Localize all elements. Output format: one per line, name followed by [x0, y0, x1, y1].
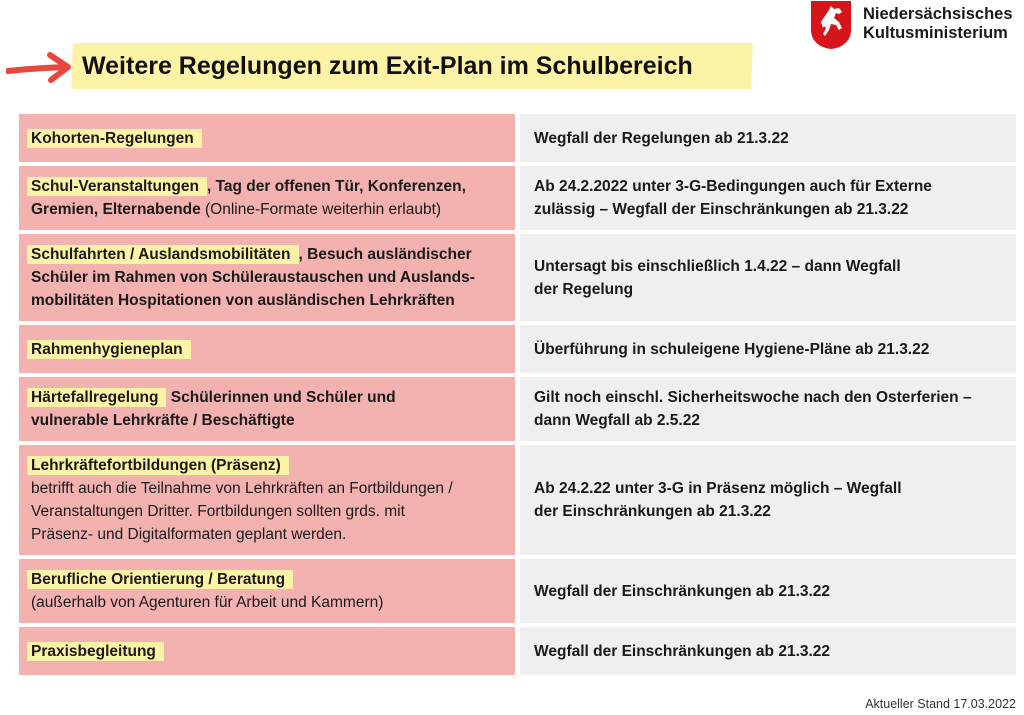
status-text: der Einschränkungen ab 21.3.22: [534, 503, 771, 520]
status-cell: [520, 377, 1016, 441]
regulation-cell: [19, 627, 515, 675]
status-text: dann Wegfall ab 2.5.22: [534, 412, 700, 429]
regulation-title: Lehrkräftefortbildungen (Präsenz): [27, 456, 289, 475]
status-text: Wegfall der Einschränkungen ab 21.3.22: [534, 582, 831, 600]
table-row: [19, 627, 1016, 675]
ministry-logo: [809, 0, 1019, 52]
table-row: [19, 325, 1016, 377]
regulation-title: Schul-Veranstaltungen: [27, 177, 207, 196]
regulation-cell: [19, 234, 515, 321]
regulation-title: Rahmenhygieneplan: [27, 340, 191, 359]
regulation-text: vulnerable Lehrkräfte / Beschäftigte: [31, 412, 295, 429]
regulation-title: Kohorten-Regelungen: [27, 129, 202, 148]
table-row: [19, 445, 1016, 559]
table-row: [19, 166, 1016, 234]
table-row: [19, 559, 1016, 627]
regulation-cell: [19, 377, 515, 441]
status-text: Überführung in schuleigene Hygiene-Pläne ab 21.3.22: [534, 340, 930, 358]
status-cell: [520, 445, 1016, 555]
lower-saxony-horse-logo: [809, 0, 853, 50]
regulation-note: (Online-Formate weiterhin erlaubt): [200, 201, 442, 218]
regulation-cell: [19, 114, 515, 162]
page-title: Weitere Regelungen zum Exit-Plan im Schulbereich: [82, 52, 693, 80]
status-cell: [520, 166, 1016, 230]
regulation-cell: [19, 559, 515, 623]
status-cell: [520, 114, 1016, 162]
table-row: [19, 114, 1016, 166]
regulation-title: Schulfahrten / Auslandsmobilitäten: [27, 245, 299, 264]
title-area: [6, 43, 751, 89]
regulation-note: Veranstaltungen Dritter. Fortbildungen sollten grds. mit: [31, 503, 405, 520]
regulation-note: Präsenz- und Digitalformaten geplant werden.: [31, 526, 347, 543]
regulation-text: Schülerinnen und Schüler und: [166, 389, 396, 406]
ministry-name-line1: Niedersächsisches: [863, 5, 1013, 23]
regulation-text: Gremien, Elternabende: [31, 201, 201, 218]
status-date: Aktueller Stand 17.03.2022: [865, 697, 1016, 711]
status-text: der Regelung: [534, 280, 634, 298]
regulation-text: , Besuch ausländischer: [298, 246, 472, 263]
regulation-note: (außerhalb von Agenturen für Arbeit und Kammern): [31, 594, 384, 611]
regulation-title: Berufliche Orientierung / Beratung: [27, 570, 293, 589]
regulation-cell: [19, 325, 515, 373]
status-text: zulässig – Wegfall der Einschränkungen ab 21.3.22: [534, 201, 909, 218]
regulation-title: Härtefallregelung: [27, 388, 166, 407]
table-row: [19, 234, 1016, 325]
regulation-note: betrifft auch die Teilnahme von Lehrkräften an Fortbildungen /: [31, 480, 453, 497]
status-text: Ab 24.2.2022 unter 3-G-Bedingungen auch für Externe: [534, 178, 932, 195]
status-cell: [520, 234, 1016, 321]
ministry-name-line2: Kultusministerium: [863, 24, 1008, 42]
ministry-name: [863, 5, 1013, 43]
arrow-right-icon: [6, 49, 74, 85]
regulation-text: mobilitäten Hospitationen von ausländischen Lehrkräften: [31, 292, 455, 309]
status-text: Wegfall der Einschränkungen ab 21.3.22: [534, 642, 831, 660]
regulations-table: [19, 114, 1016, 675]
status-cell: [520, 627, 1016, 675]
regulation-cell: [19, 166, 515, 230]
table-row: [19, 377, 1016, 445]
status-cell: [520, 325, 1016, 373]
status-text: Wegfall der Regelungen ab 21.3.22: [534, 129, 789, 147]
regulation-title: Praxisbegleitung: [27, 642, 164, 661]
regulation-text: Schüler im Rahmen von Schüleraustauschen und Auslands-: [31, 269, 475, 286]
regulation-cell: [19, 445, 515, 555]
status-cell: [520, 559, 1016, 623]
status-text: Ab 24.2.22 unter 3-G in Präsenz möglich – Wegfall: [534, 480, 902, 497]
regulation-text: , Tag der offenen Tür, Konferenzen,: [206, 178, 466, 195]
status-text: Gilt noch einschl. Sicherheitswoche nach den Osterferien –: [534, 389, 972, 406]
status-text: Untersagt bis einschließlich 1.4.22 – dann Wegfall: [534, 257, 901, 275]
